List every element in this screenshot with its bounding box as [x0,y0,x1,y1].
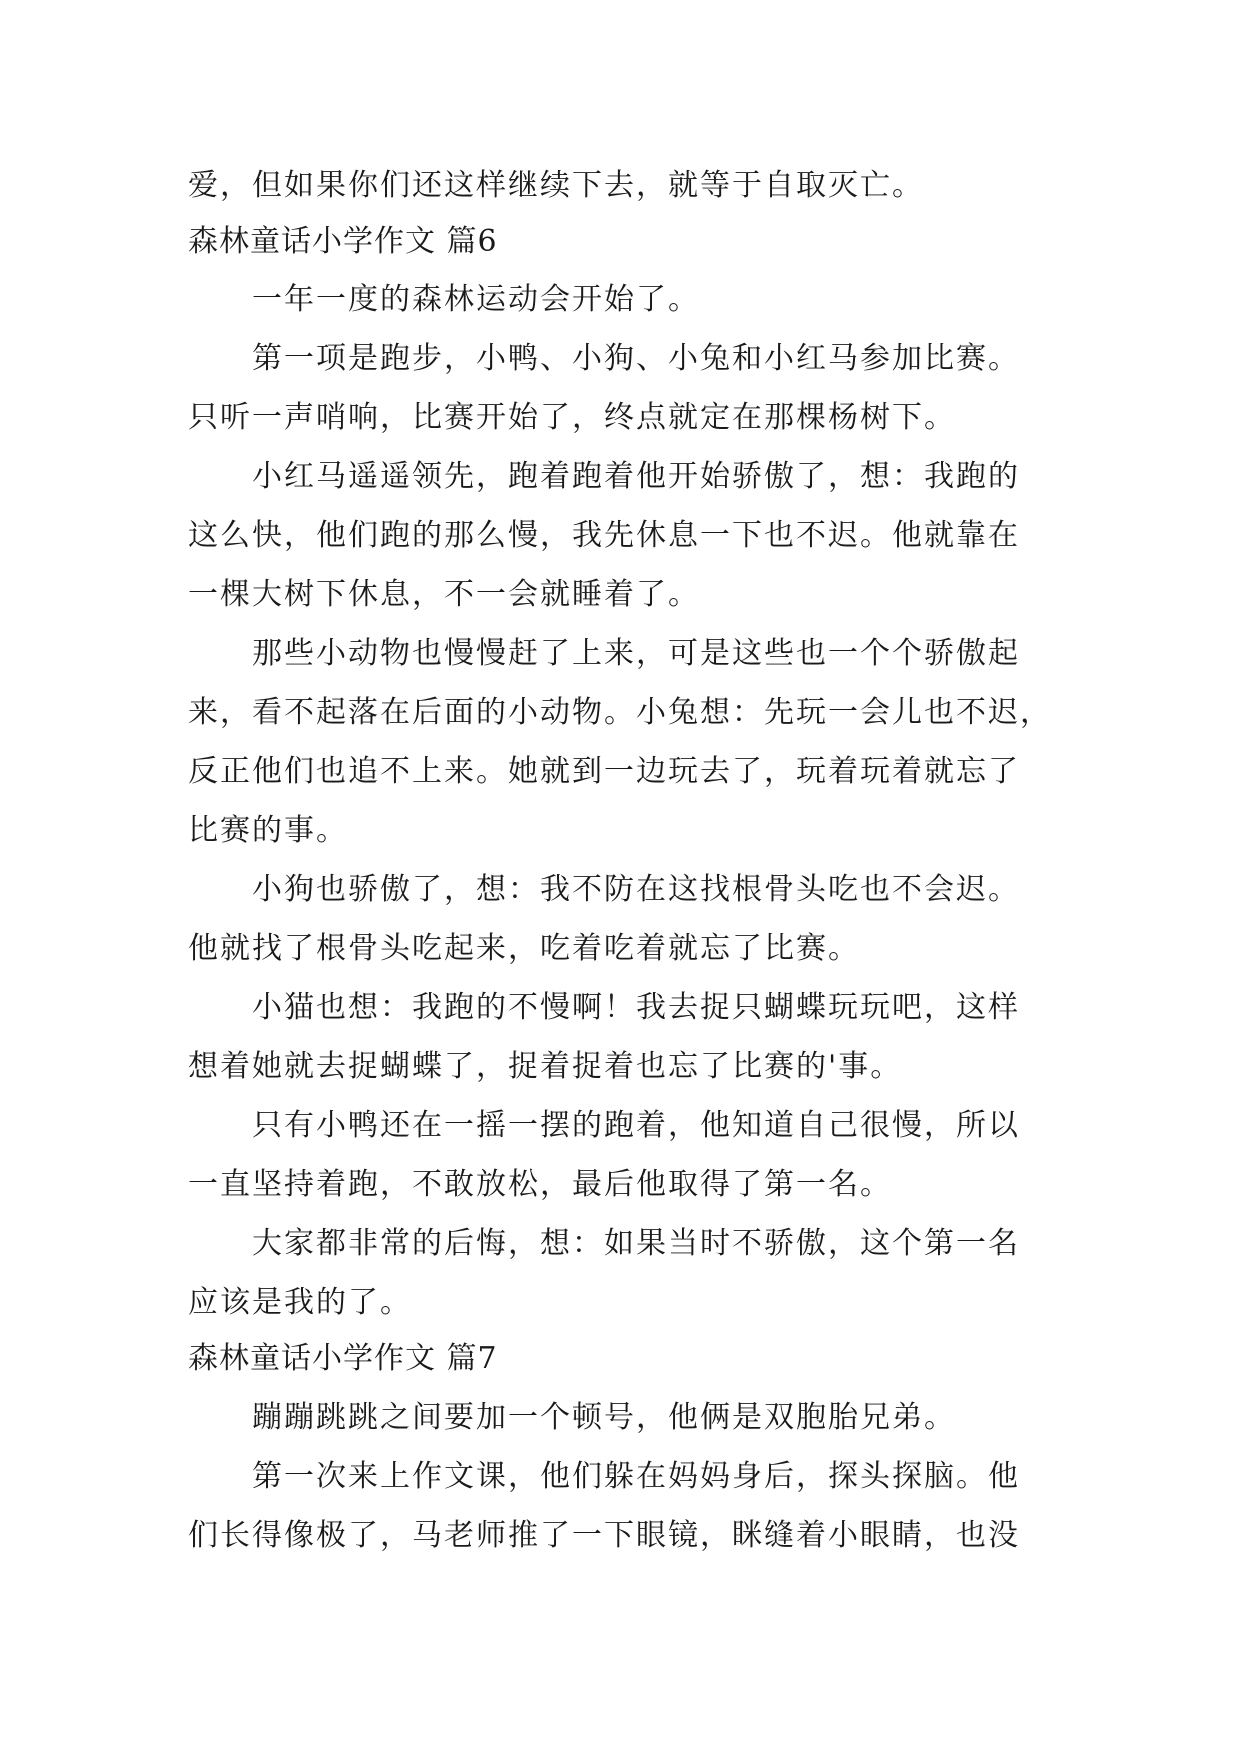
paragraph-line: 这么快，他们跑的那么慢，我先休息一下也不迟。他就靠在 [188,518,1020,553]
paragraph-line: 蹦蹦跳跳之间要加一个顿号，他俩是双胞胎兄弟。 [252,1400,956,1435]
paragraph-line: 大家都非常的后悔，想：如果当时不骄傲，这个第一名 [252,1226,1020,1261]
paragraph-line: 只有小鸭还在一摇一摆的跑着，他知道自己很慢，所以 [252,1108,1020,1143]
paragraph-line: 一年一度的森林运动会开始了。 [252,282,700,317]
paragraph-line: 那些小动物也慢慢赶了上来，可是这些也一个个骄傲起 [252,636,1020,671]
paragraph-line: 们长得像极了，马老师推了一下眼镜，眯缝着小眼睛，也没 [188,1518,1020,1553]
paragraph-line: 爱，但如果你们还这样继续下去，就等于自取灭亡。 [188,168,924,203]
paragraph-line: 一棵大树下休息，不一会就睡着了。 [188,577,700,612]
paragraph-line: 想着她就去捉蝴蝶了，捉着捉着也忘了比赛的'事。 [188,1049,903,1084]
paragraph-line: 比赛的事。 [188,813,348,848]
paragraph-line: 只听一声哨响，比赛开始了，终点就定在那棵杨树下。 [188,400,956,435]
paragraph-line: 应该是我的了。 [188,1285,412,1320]
section-heading: 森林童话小学作文 篇7 [188,1341,498,1376]
paragraph-line: 小狗也骄傲了，想：我不防在这找根骨头吃也不会迟。 [252,872,1020,907]
paragraph-line: 一直坚持着跑，不敢放松，最后他取得了第一名。 [188,1167,892,1202]
paragraph-line: 第一次来上作文课，他们躲在妈妈身后，探头探脑。他 [252,1459,1020,1494]
paragraph-line: 反正他们也追不上来。她就到一边玩去了，玩着玩着就忘了 [188,754,1020,789]
paragraph-line: 小红马遥遥领先，跑着跑着他开始骄傲了，想：我跑的 [252,459,1020,494]
paragraph-line: 第一项是跑步，小鸭、小狗、小兔和小红马参加比赛。 [252,341,1020,376]
section-heading: 森林童话小学作文 篇6 [188,224,498,259]
paragraph-line: 小猫也想：我跑的不慢啊！我去捉只蝴蝶玩玩吧，这样 [252,990,1020,1025]
paragraph-line: 来，看不起落在后面的小动物。小兔想：先玩一会儿也不迟， [188,695,1052,730]
paragraph-line: 他就找了根骨头吃起来，吃着吃着就忘了比赛。 [188,931,860,966]
